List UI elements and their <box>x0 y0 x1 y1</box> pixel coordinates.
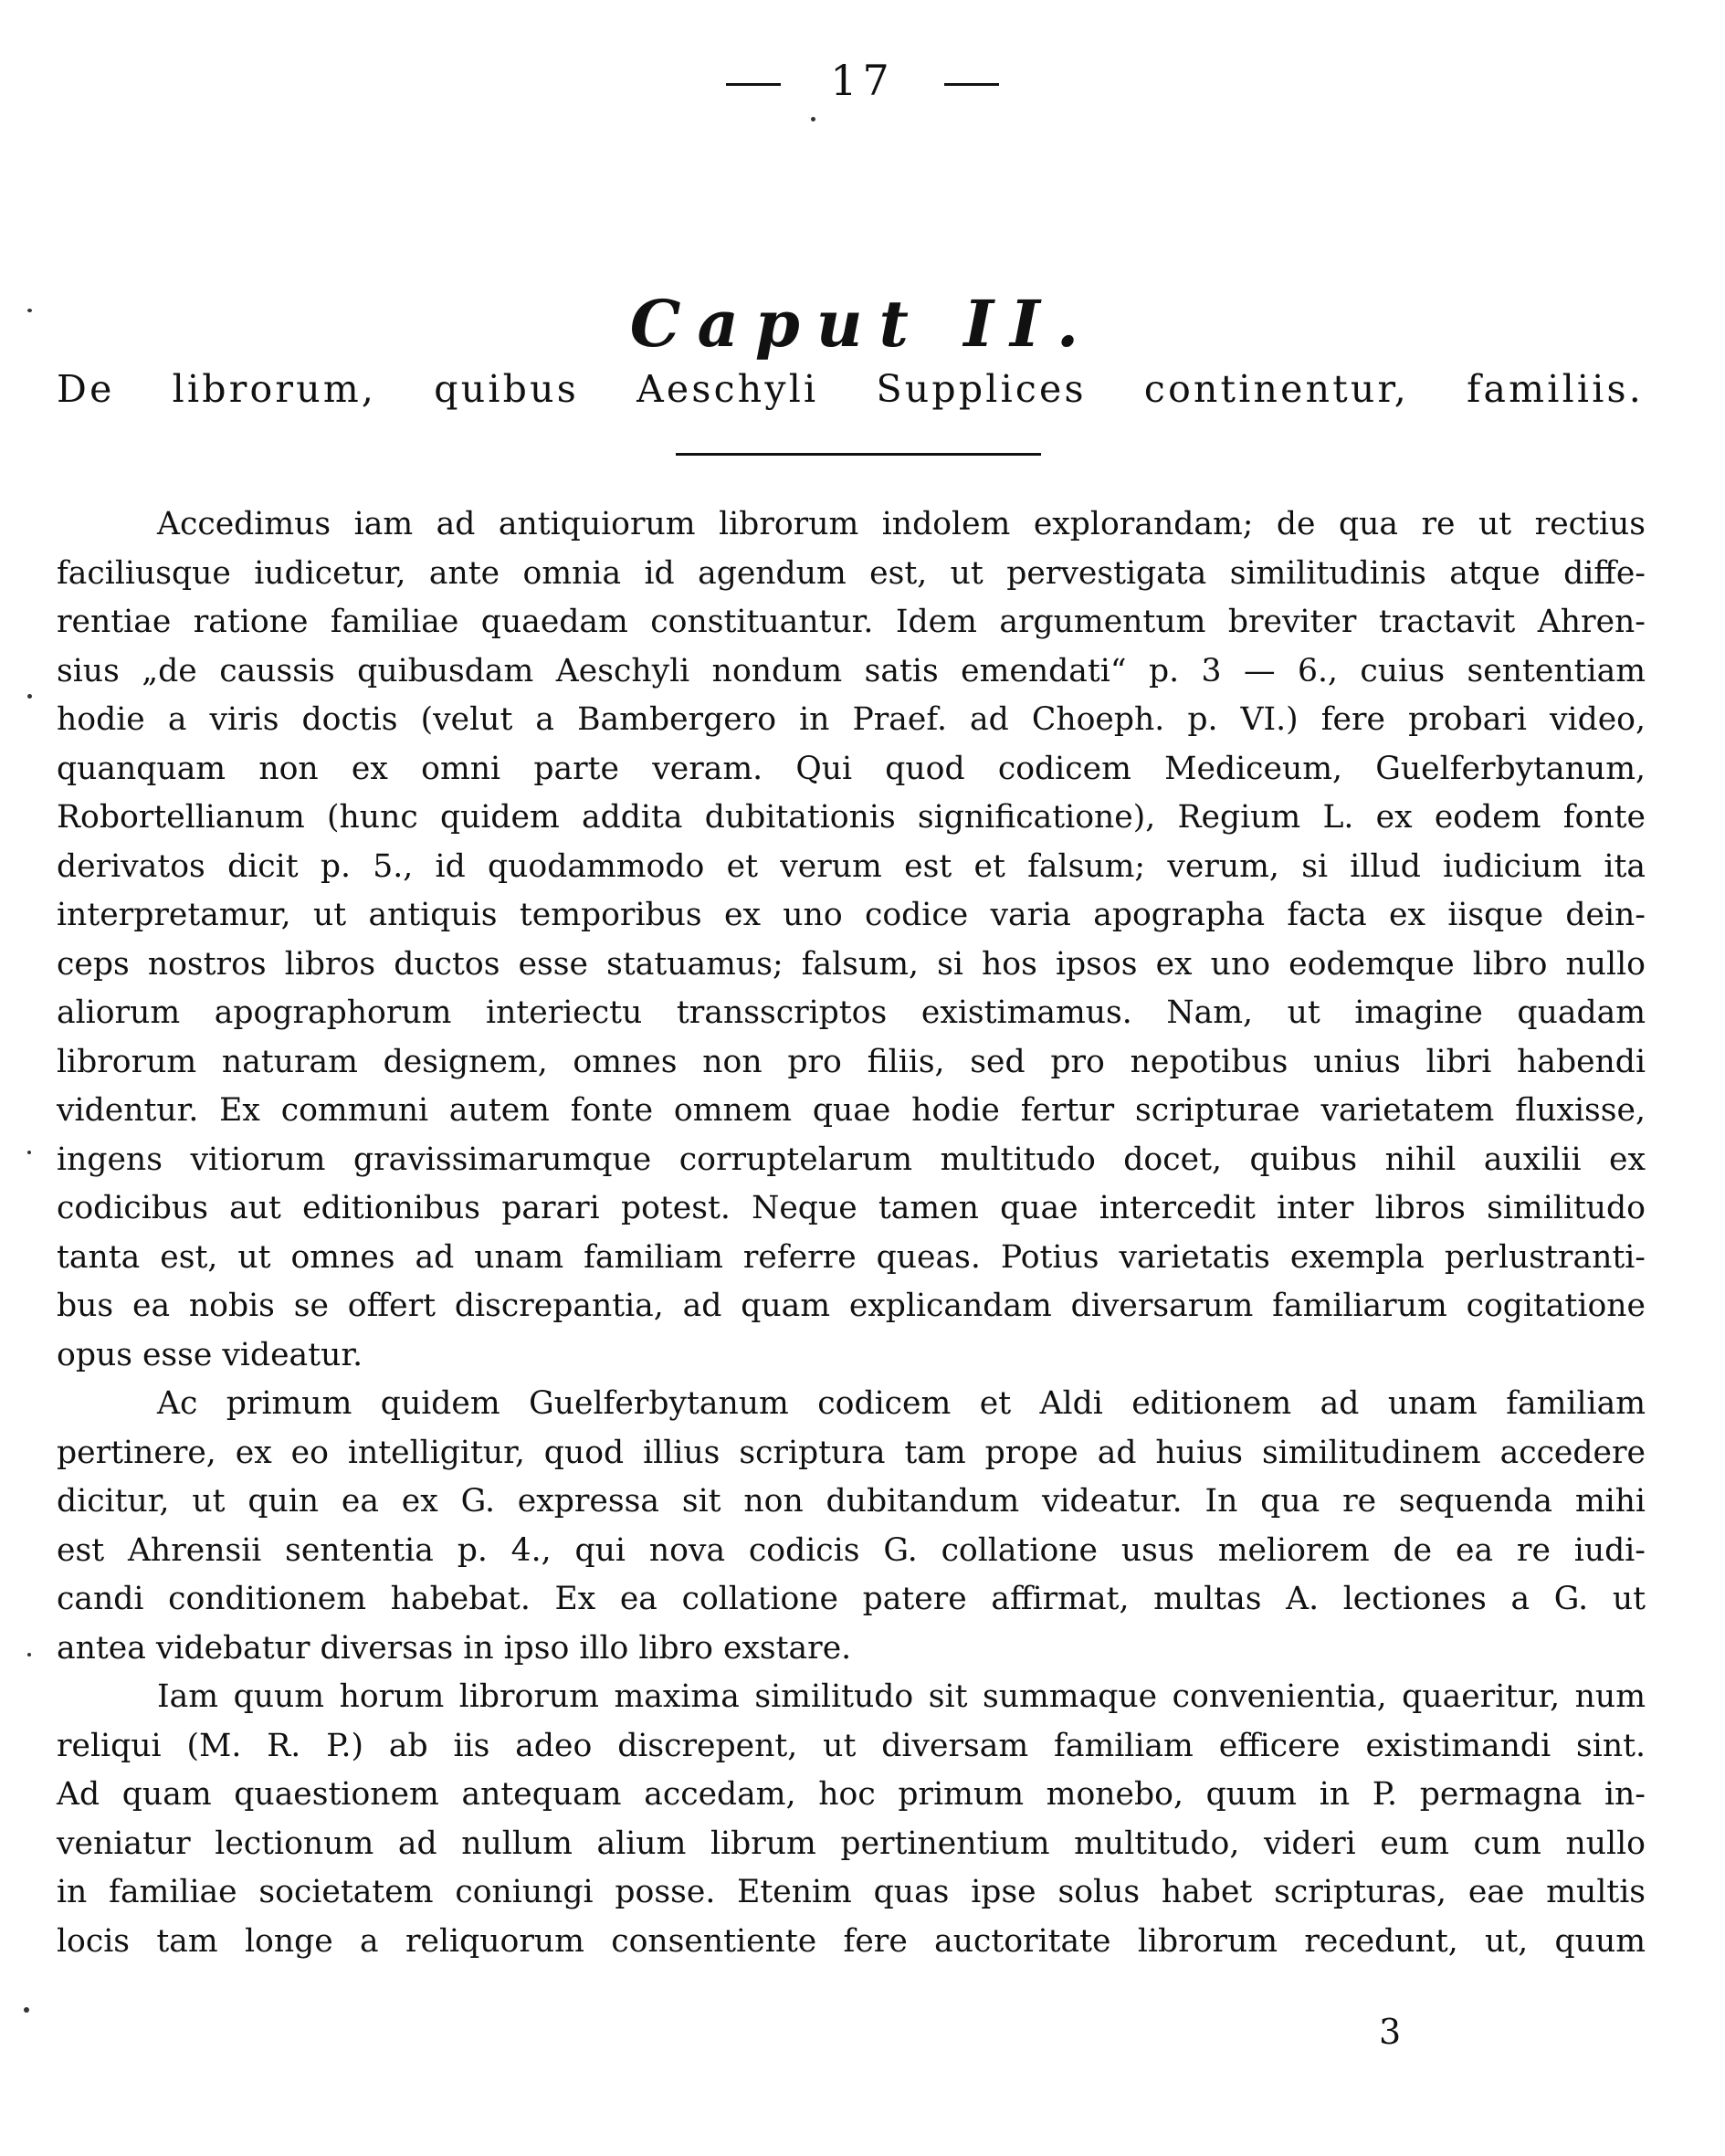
page-header <box>0 53 1725 108</box>
text-line: antea videbatur diversas in ipso illo libro exstare. <box>57 1629 852 1667</box>
text-line: Accedimus iam ad antiquiorum librorum indolem explorandam; de qua re ut rectius <box>157 506 1646 542</box>
chapter-title: Caput II. <box>629 286 1096 362</box>
body-text <box>57 500 1646 1966</box>
text-line: codicibus aut editionibus parari potest. Neque tamen quae intercedit inter libros similitudo <box>57 1190 1646 1226</box>
text-line: Ac primum quidem Guelferbytanum codicem et Aldi editionem ad unam familiam <box>157 1385 1646 1422</box>
text-line: est Ahrensii sententia p. 4., qui nova codicis G. collatione usus meliorem de ea re iudi- <box>57 1531 1646 1569</box>
text-line: Iam quum horum librorum maxima similitudo sit summaque convenientia, quaeritur, num <box>157 1678 1646 1715</box>
text-line: opus esse videatur. <box>57 1336 363 1373</box>
print-speck <box>24 2007 29 2013</box>
print-speck <box>27 1653 31 1656</box>
signature-mark: 3 <box>1379 2012 1402 2052</box>
text-line: locis tam longe a reliquorum consentiente fere auctoritate librorum recedunt, ut, quum <box>57 1922 1646 1960</box>
text-line: pertinere, ex eo intelligitur, quod illius scriptura tam prope ad huius similitudinem accedere <box>57 1434 1646 1471</box>
print-speck <box>27 309 32 312</box>
header-dash-left <box>726 83 781 86</box>
text-line: candi conditionem habebat. Ex ea collatione patere affirmat, multas A. lectiones a G. ut <box>57 1581 1646 1617</box>
text-line: bus ea nobis se offert discrepantia, ad quam explicandam diversarum familiarum cogitatione <box>57 1288 1646 1324</box>
text-line: ceps nostros libros ductos esse statuamus; falsum, si hos ipsos ex uno eodemque libro nullo <box>57 945 1646 983</box>
text-line: derivatos dicit p. 5., id quodammodo et verum est et falsum; verum, si illud iudicium ita <box>57 847 1646 885</box>
chapter-subtitle: De librorum, quibus Aeschyli Supplices continentur, familiis. <box>57 367 1644 411</box>
text-line: reliqui (M. R. P.) ab iis adeo discrepent, ut diversam familiam efficere existimandi sint. <box>57 1727 1646 1764</box>
print-speck <box>27 1151 31 1154</box>
text-line: aliorum apographorum interiectu transscriptos existimamus. Nam, ut imagine quadam <box>57 994 1646 1031</box>
page-number: 17 <box>830 56 895 105</box>
title-rule <box>676 453 1041 456</box>
text-line: sius „de caussis quibusdam Aeschyli nondum satis emendati“ p. 3 — 6., cuius sententiam <box>57 652 1646 689</box>
text-line: tanta est, ut omnes ad unam familiam referre queas. Potius varietatis exempla perlustranti- <box>57 1238 1646 1276</box>
text-line: librorum naturam designem, omnes non pro filiis, sed pro nepotibus unius libri habendi <box>57 1043 1646 1080</box>
text-line: Robortellianum (hunc quidem addita dubitationis significatione), Regium L. ex eodem fonte <box>57 799 1646 836</box>
text-line: ingens vitiorum gravissimarumque corruptelarum multitudo docet, quibus nihil auxilii ex <box>57 1141 1646 1178</box>
text-line: in familiae societatem coniungi posse. Etenim quas ipse solus habet scripturas, eae multis <box>57 1874 1646 1910</box>
text-line: videntur. Ex communi autem fonte omnem quae hodie fertur scripturae varietatem fluxisse, <box>57 1092 1646 1129</box>
print-speck <box>811 117 815 121</box>
text-line: Ad quam quaestionem antequam accedam, hoc primum monebo, quum in P. permagna in- <box>57 1776 1646 1813</box>
text-line: faciliusque iudicetur, ante omnia id agendum est, ut pervestigata similitudinis atque diffe- <box>57 554 1646 592</box>
text-line: rentiae ratione familiae quaedam constituantur. Idem argumentum breviter tractavit Ahren- <box>57 604 1646 640</box>
text-line: hodie a viris doctis (velut a Bambergero in Praef. ad Choeph. p. VI.) fere probari video, <box>57 701 1646 738</box>
text-line: interpretamur, ut antiquis temporibus ex uno codice varia apographa facta ex iisque dein- <box>57 897 1646 933</box>
header-dash-right <box>944 83 999 86</box>
text-line: dicitur, ut quin ea ex G. expressa sit non dubitandum videatur. In qua re sequenda mihi <box>57 1483 1646 1520</box>
text-line: quanquam non ex omni parte veram. Qui quod codicem Mediceum, Guelferbytanum, <box>57 750 1646 787</box>
text-line: veniatur lectionum ad nullum alium librum pertinentium multitudo, videri eum cum nullo <box>57 1825 1646 1862</box>
print-speck <box>27 694 32 699</box>
